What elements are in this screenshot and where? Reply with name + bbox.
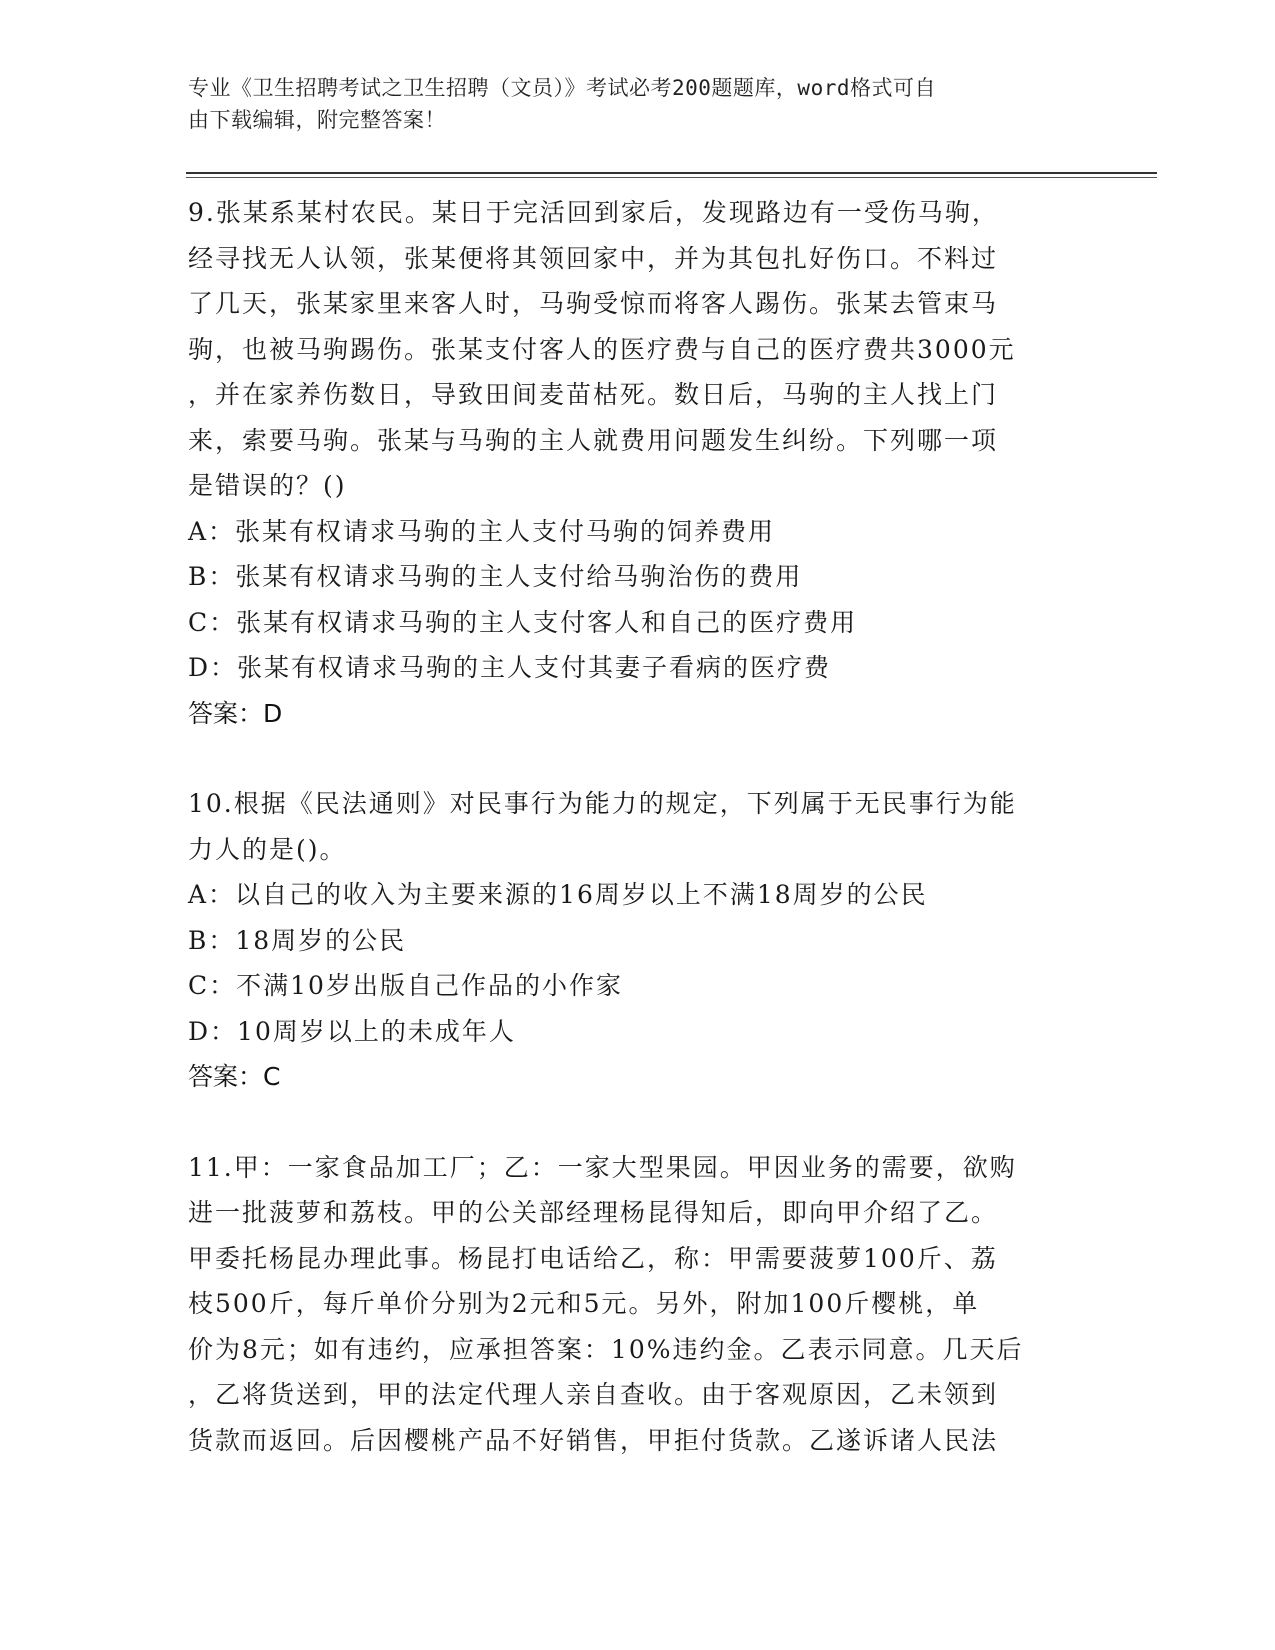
question-line: 10.根据《民法通则》对民事行为能力的规定，下列属于无民事行为能 <box>188 789 1017 818</box>
question-line: 来，索要马驹。张某与马驹的主人就费用问题发生纠纷。下列哪一项 <box>188 425 999 455</box>
option-a: A：张某有权请求马驹的主人支付马驹的饲养费用 <box>188 516 776 546</box>
option-b: B：18周岁的公民 <box>188 925 407 955</box>
question-line: 货款而返回。后因樱桃产品不好销售，甲拒付货款。乙遂诉诸人民法 <box>188 1425 999 1455</box>
question-line: 11.甲：一家食品加工厂；乙：一家大型果园。甲因业务的需要，欲购 <box>188 1152 1017 1182</box>
question-9 <box>188 190 1088 736</box>
question-line: 是错误的？() <box>188 471 347 500</box>
answer-line: 答案：C <box>188 1062 281 1091</box>
question-line: ，并在家养伤数日，导致田间麦苗枯死。数日后，马驹的主人找上门 <box>188 380 999 409</box>
option-c: C：不满10岁出版自己作品的小作家 <box>188 971 623 1000</box>
option-d: D：张某有权请求马驹的主人支付其妻子看病的医疗费 <box>188 653 832 682</box>
option-b: B：张某有权请求马驹的主人支付给马驹治伤的费用 <box>188 562 803 591</box>
header-line-2: 由下载编辑，附完整答案！ <box>188 108 446 132</box>
document-header <box>188 72 1068 136</box>
question-line: 了几天，张某家里来客人时，马驹受惊而将客人踢伤。张某去管束马 <box>188 289 999 318</box>
question-11 <box>188 1145 1088 1464</box>
option-c: C：张某有权请求马驹的主人支付客人和自己的医疗费用 <box>188 607 858 637</box>
question-line: 力人的是()。 <box>188 834 347 864</box>
question-line: 枝500斤，每斤单价分别为2元和5元。另外，附加100斤樱桃，单 <box>188 1289 980 1318</box>
option-a: A：以自己的收入为主要来源的16周岁以上不满18周岁的公民 <box>188 880 928 909</box>
question-line: 经寻找无人认领，张某便将其领回家中，并为其包扎好伤口。不料过 <box>188 243 999 273</box>
header-line-1: 专业《卫生招聘考试之卫生招聘（文员）》考试必考200题题库，word格式可自 <box>188 76 936 100</box>
question-line: 价为8元；如有违约，应承担答案：10%违约金。乙表示同意。几天后 <box>188 1334 1024 1364</box>
question-spacer <box>188 736 1088 781</box>
questions-body <box>188 190 1088 1463</box>
question-line: 甲委托杨昆办理此事。杨昆打电话给乙，称：甲需要菠萝100斤、荔 <box>188 1243 998 1273</box>
option-d: D：10周岁以上的未成年人 <box>188 1016 516 1046</box>
answer-line: 答案：D <box>188 698 283 728</box>
question-spacer <box>188 1100 1088 1145</box>
question-line: 进一批菠萝和荔枝。甲的公关部经理杨昆得知后，即向甲介绍了乙。 <box>188 1198 999 1227</box>
header-divider-thin <box>186 177 1157 178</box>
question-line: 驹，也被马驹踢伤。张某支付客人的医疗费与自己的医疗费共3000元 <box>188 334 1016 364</box>
question-10 <box>188 781 1088 1100</box>
header-divider-thick <box>186 172 1157 174</box>
question-line: 9.张某系某村农民。某日于完活回到家后，发现路边有一受伤马驹， <box>188 198 999 227</box>
question-line: ，乙将货送到，甲的法定代理人亲自查收。由于客观原因，乙未领到 <box>188 1380 999 1409</box>
